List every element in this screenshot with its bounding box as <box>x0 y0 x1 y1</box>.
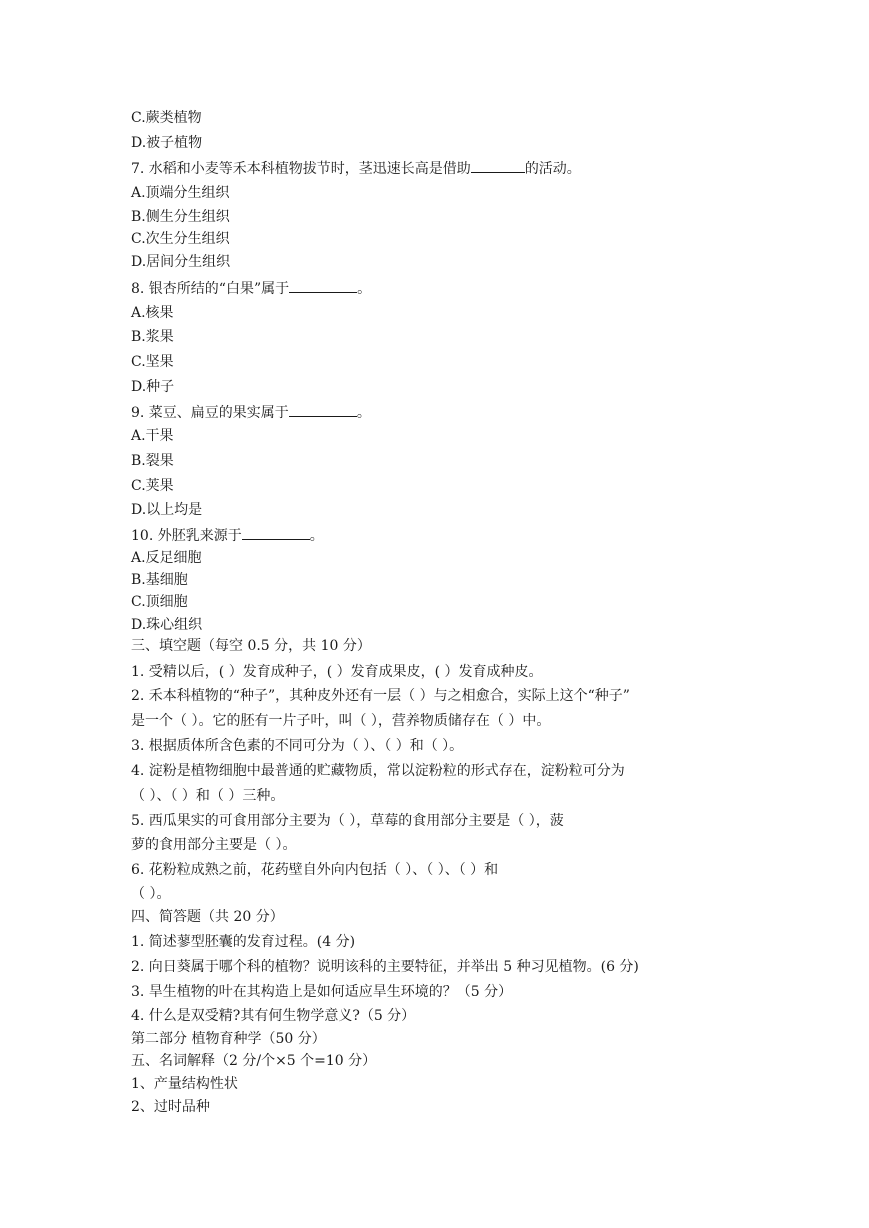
fill-question-2-line-2: 是一个（ ）。它的胚有一片子叶，叫（ ），营养物质储存在（ ）中。 <box>131 713 551 729</box>
option-d: D.以上均是 <box>131 502 203 518</box>
option-c: C.荚果 <box>131 478 174 494</box>
option-a: A.核果 <box>131 305 174 321</box>
question-7-suffix: 的活动。 <box>524 161 581 177</box>
option-a: A.反足细胞 <box>131 550 202 566</box>
fill-question-6-line-2: （ ）。 <box>131 886 171 902</box>
answer-blank <box>289 278 357 293</box>
fill-question-5-line-1: 5. 西瓜果实的可食用部分主要为（ ），草莓的食用部分主要是（ ），菠 <box>131 813 564 829</box>
answer-blank <box>289 402 357 417</box>
option-a: A.干果 <box>131 428 174 444</box>
fill-question-3: 3. 根据质体所含色素的不同可分为（ ）、（ ）和（ ）。 <box>131 738 464 754</box>
option-b: B.侧生分生组织 <box>131 209 230 225</box>
option-a: A.顶端分生组织 <box>131 185 230 201</box>
option-b: B.基细胞 <box>131 572 188 588</box>
option-c-fern: C.蕨类植物 <box>131 110 202 126</box>
fill-question-4-line-1: 4. 淀粉是植物细胞中最普通的贮藏物质，常以淀粉粒的形式存在，淀粉粒可分为 <box>131 763 625 779</box>
question-8 <box>131 278 371 298</box>
question-8-text: 8. 银杏所结的“白果”属于 <box>131 281 290 297</box>
option-c: C.次生分生组织 <box>131 231 230 247</box>
section-3-heading: 三、填空题（每空 0.5 分，共 10 分） <box>131 638 371 654</box>
answer-blank <box>471 158 525 173</box>
question-9-suffix: 。 <box>356 405 371 421</box>
option-c: C.顶细胞 <box>131 594 188 610</box>
section-4-heading: 四、简答题（共 20 分） <box>131 909 284 925</box>
fill-question-6-line-1: 6. 花粉粒成熟之前，花药壁自外向内包括（ ）、（ ）、（ ）和 <box>131 862 499 878</box>
term-1: 1、产量结构性状 <box>131 1076 238 1092</box>
fill-question-4-line-2: （ ）、（ ）和（ ）三种。 <box>131 788 285 804</box>
answer-blank <box>242 525 310 540</box>
option-d-angiosperm: D.被子植物 <box>131 135 203 151</box>
option-d: D.种子 <box>131 379 175 395</box>
short-question-1: 1. 简述蓼型胚囊的发育过程。(4 分) <box>131 934 356 950</box>
option-c: C.坚果 <box>131 354 174 370</box>
option-d: D.居间分生组织 <box>131 254 231 270</box>
question-9-text: 9. 菜豆、扁豆的果实属于 <box>131 405 289 421</box>
short-question-3: 3. 旱生植物的叶在其构造上是如何适应旱生环境的？（5 分） <box>131 984 513 1000</box>
question-10-suffix: 。 <box>309 528 324 544</box>
question-8-suffix: 。 <box>357 281 372 297</box>
section-5-heading: 五、名词解释（2 分/个×5 个=10 分） <box>131 1053 377 1069</box>
short-question-4: 4. 什么是双受精?其有何生物学意义?（5 分） <box>131 1008 416 1024</box>
question-7-text: 7. 水稻和小麦等禾本科植物拔节时，茎迅速长高是借助 <box>131 161 471 177</box>
option-d: D.珠心组织 <box>131 617 203 633</box>
question-10-text: 10. 外胚乳来源于 <box>131 528 242 544</box>
option-b: B.裂果 <box>131 453 174 469</box>
question-7 <box>131 158 581 178</box>
fill-question-5-line-2: 萝的食用部分主要是（ ）。 <box>131 837 297 853</box>
fill-question-1: 1. 受精以后，( ）发育成种子，( ）发育成果皮，( ）发育成种皮。 <box>131 664 543 680</box>
term-2: 2、过时品种 <box>131 1099 210 1115</box>
option-b: B.浆果 <box>131 329 174 345</box>
short-question-2: 2. 向日葵属于哪个科的植物？说明该科的主要特征，并举出 5 种习见植物。(6 分) <box>131 959 639 975</box>
fill-question-2-line-1: 2. 禾本科植物的“种子”，其种皮外还有一层（ ）与之相愈合，实际上这个“种子” <box>131 688 630 704</box>
question-10 <box>131 525 324 545</box>
question-9 <box>131 402 371 422</box>
part-2-heading: 第二部分 植物育种学（50 分） <box>131 1031 326 1047</box>
